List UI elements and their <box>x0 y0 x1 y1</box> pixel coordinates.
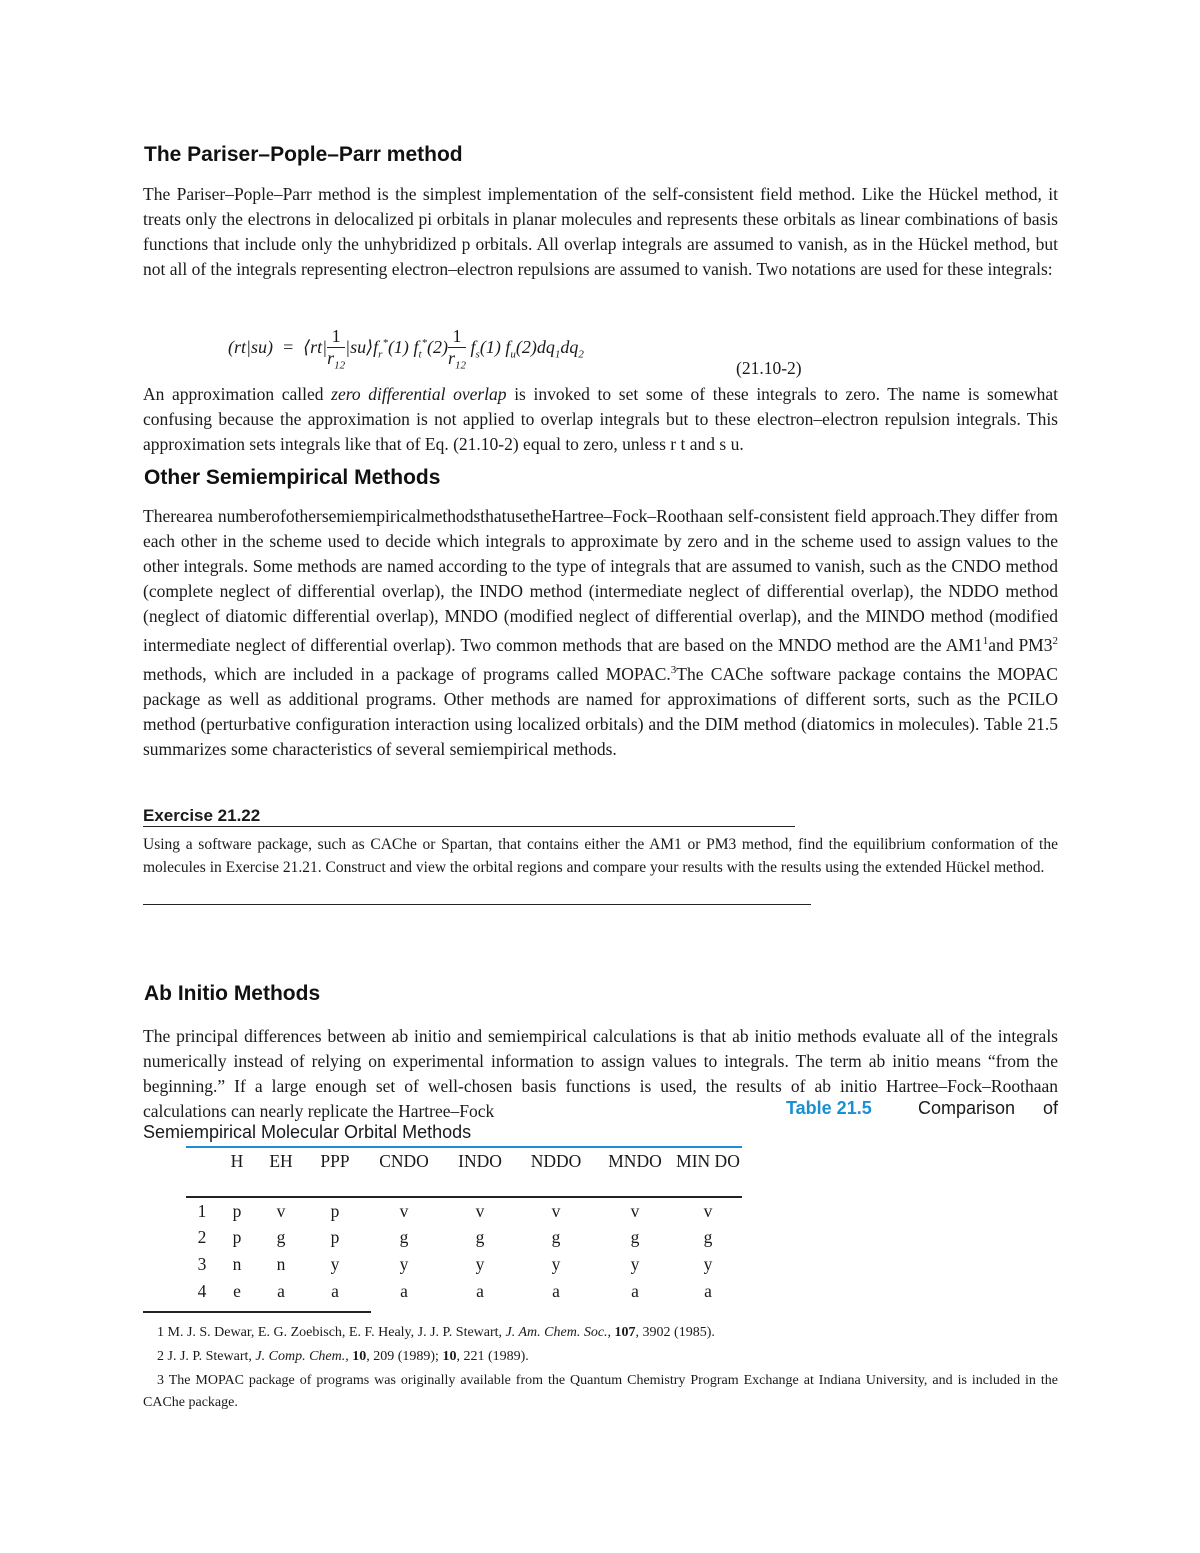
table-header-cell: EH <box>269 1151 293 1171</box>
exercise-rule <box>143 904 811 905</box>
table-cell: a <box>400 1281 408 1301</box>
zdo-paragraph <box>143 382 1058 457</box>
table-row <box>186 1197 742 1224</box>
fn1-authors: 1 M. J. S. Dewar, E. G. Zoebisch, E. F. Healy, J. J. P. Stewart, <box>157 1325 506 1340</box>
table-row-number: 2 <box>197 1227 207 1247</box>
table-cell: a <box>331 1281 339 1301</box>
table-header-corner <box>186 1151 218 1197</box>
table-cell: v <box>551 1200 561 1221</box>
equation-number: (21.10-2) <box>736 358 802 378</box>
table-cell: v <box>475 1200 485 1221</box>
table-cell: p <box>330 1200 340 1221</box>
table-header-cell: H <box>230 1151 244 1171</box>
ppp-paragraph: The Pariser–Pople–Parr method is the simplest implementation of the self-consistent field method. Like the Hückel method, it treats only the electrons in delocalized pi orbitals in planar molecules and represents these orbitals as linear combinations of basis functions that include only the unhybridized p orbitals. All overlap integrals are assumed to vanish, as in the Hückel method, but not all of the integrals representing electron–electron repulsions are assumed to vanish. Two notations are used for these integrals: <box>143 184 1058 279</box>
table-cell: a <box>631 1281 639 1301</box>
section-title-ppp: The Pariser–Pople–Parr method <box>144 143 463 166</box>
fn1-pages: , 3902 (1985). <box>635 1325 715 1340</box>
table-caption-a: Comparison of <box>918 1098 1058 1118</box>
table-row <box>186 1251 742 1278</box>
table-cell: a <box>704 1281 712 1301</box>
fn2-journal: J. Comp. Chem. <box>255 1349 346 1364</box>
ab-initio-paragraph: The principal differences between ab initio and semiempirical calculations is that ab initio methods evaluate all of the integrals numerically instead of relying on experimental information to assign values to integrals. The term ab initio means “from the beginning.” If a large enough set of well-chosen basis functions is used, the results of ab initio Hartree–Fock–Roothaan calculations can nearly replicate the Hartree–Fock <box>143 1026 1058 1121</box>
table-row <box>186 1224 742 1251</box>
table-cell: e <box>233 1281 241 1301</box>
fn2-volume-2: 10 <box>442 1349 457 1364</box>
table-cell: y <box>330 1254 340 1274</box>
table-caption-b: Semiempirical Molecular Orbital Methods <box>143 1122 472 1142</box>
fn1-sep: , <box>607 1325 615 1340</box>
table-top-rule <box>186 1146 742 1148</box>
semi-text-a: Therearea numberofothersemiempiricalmethodsthatusetheHartree–Fock–Roothaan self-consistent field approach.They differ from each other in the scheme used to decide which integrals to approximate by zero and in the scheme used to assign values to the other integrals. Some methods are named according to the type of integrals that are assumed to vanish, such as the CNDO method (complete neglect of differential overlap), the INDO method (intermediate neglect of differential overlap), the NDDO method (neglect of diatomic differential overlap), MNDO (modified neglect of differential overlap), and the MINDO method (modified intermediate neglect of differential overlap). Two common methods that are based on the MNDO method are the AM1 <box>143 506 1058 655</box>
table-cell: y <box>399 1254 409 1274</box>
semiempirical-paragraph <box>143 504 1058 762</box>
table-cell: y <box>630 1254 640 1274</box>
table-row-number: 1 <box>197 1200 207 1221</box>
table-header-row <box>186 1151 742 1197</box>
table-cell: y <box>551 1254 561 1274</box>
semi-text-c: methods, which are included in a package of programs called MOPAC. <box>143 663 671 684</box>
table-cell: g <box>630 1227 640 1247</box>
table-cell: v <box>399 1200 409 1221</box>
fn2-volume-1: 10 <box>352 1349 367 1364</box>
footnote-1 <box>157 1322 1057 1344</box>
table-cell: v <box>276 1200 286 1221</box>
table-cell: g <box>475 1227 485 1247</box>
semi-text-b: and PM3 <box>988 634 1053 655</box>
equation-21-10-2: (rt|su) = ⟨rt| $\frac{1}{r_{12}}$ $|su⟩f_r^*(1)$ $f_t^*(2)$ $\frac{1}{r_{12}}$ $f_s(1)$ $f_u(2)dq_1dq_2$ <box>228 326 584 372</box>
table-cell: g <box>399 1227 409 1247</box>
table-header-cell: INDO <box>458 1151 502 1171</box>
table-cell: g <box>551 1227 561 1247</box>
footnote-ref-3[interactable]: 3 <box>670 663 677 676</box>
exercise-header <box>143 806 795 827</box>
table-cell: v <box>703 1200 713 1221</box>
fn2-pages-2: , 221 (1989). <box>456 1349 529 1364</box>
fn1-journal: J. Am. Chem. Soc. <box>505 1325 608 1340</box>
fn2-authors: 2 J. J. P. Stewart, <box>157 1349 256 1364</box>
footnote-ref-2[interactable]: 2 <box>1052 635 1058 647</box>
table-cell: y <box>703 1254 713 1274</box>
zdo-text-b: is invoked to set some of these integrals to zero. The name is somewhat confusing because the approximation is not applied to overlap integrals but to these electron–electron repulsion integrals. This approximation sets integrals like that of Eq. (21.10-2) equal to zero, unless r t and s u. <box>143 384 1058 454</box>
table-label: Table 21.5 <box>786 1098 872 1118</box>
section-title-semiempirical: Other Semiempirical Methods <box>144 466 441 489</box>
table-cell: p <box>330 1227 340 1247</box>
table-row <box>186 1278 742 1305</box>
exercise-body: Using a software package, such as CAChe or Spartan, that contains either the AM1 or PM3 method, find the equilibrium conformation of the molecules in Exercise 21.21. Construct and view the orbital regions and compare your results with the results using the extended Hückel method. <box>143 836 1058 876</box>
table-cell: v <box>630 1200 640 1221</box>
fn1-volume: 107 <box>614 1325 636 1340</box>
table-header-cell: CNDO <box>379 1151 429 1171</box>
fn2-sep: , <box>345 1349 353 1364</box>
table-cell: a <box>277 1281 285 1301</box>
semi-text-d: The CAChe software package contains the MOPAC package as well as additional programs. Other methods are named for approximations of different sorts, such as the PCILO method (perturbative configuration interaction using localized orbitals) and the DIM method (diatomics in molecules). Table 21.5 summarizes some characteristics of several semiempirical methods. <box>143 663 1058 759</box>
table-cell: a <box>552 1281 560 1301</box>
methods-table <box>186 1151 742 1305</box>
table-cell: n <box>232 1254 242 1274</box>
table-cell: p <box>232 1227 242 1247</box>
footnote-3: 3 The MOPAC package of programs was originally available from the Quantum Chemistry Program Exchange at Indiana University, and is included in the CAChe package. <box>143 1373 1058 1410</box>
table-header-cell: NDDO <box>530 1151 582 1171</box>
table-cell: g <box>276 1227 286 1247</box>
table-cell: n <box>276 1254 286 1274</box>
fn2-pages-1: , 209 (1989); <box>366 1349 443 1364</box>
table-header-cell: MIN DO <box>676 1151 740 1171</box>
section-title-ab-initio: Ab Initio Methods <box>144 982 321 1005</box>
table-row-number: 3 <box>197 1254 207 1274</box>
table-cell: g <box>703 1227 713 1247</box>
footnote-rule <box>143 1311 371 1313</box>
table-cell: y <box>475 1254 485 1274</box>
zdo-term: zero differential overlap <box>331 384 507 404</box>
table-row-number: 4 <box>197 1281 207 1301</box>
table-cell: a <box>476 1281 484 1301</box>
exercise-title: Exercise 21.22 <box>143 806 261 825</box>
zdo-text-a: An approximation called <box>143 384 332 404</box>
footnote-2 <box>157 1346 1057 1368</box>
table-header-cell: PPP <box>320 1151 350 1171</box>
table-cell: p <box>232 1200 242 1221</box>
table-header-cell: MNDO <box>608 1151 662 1171</box>
footnote-ref-1[interactable]: 1 <box>982 635 989 647</box>
